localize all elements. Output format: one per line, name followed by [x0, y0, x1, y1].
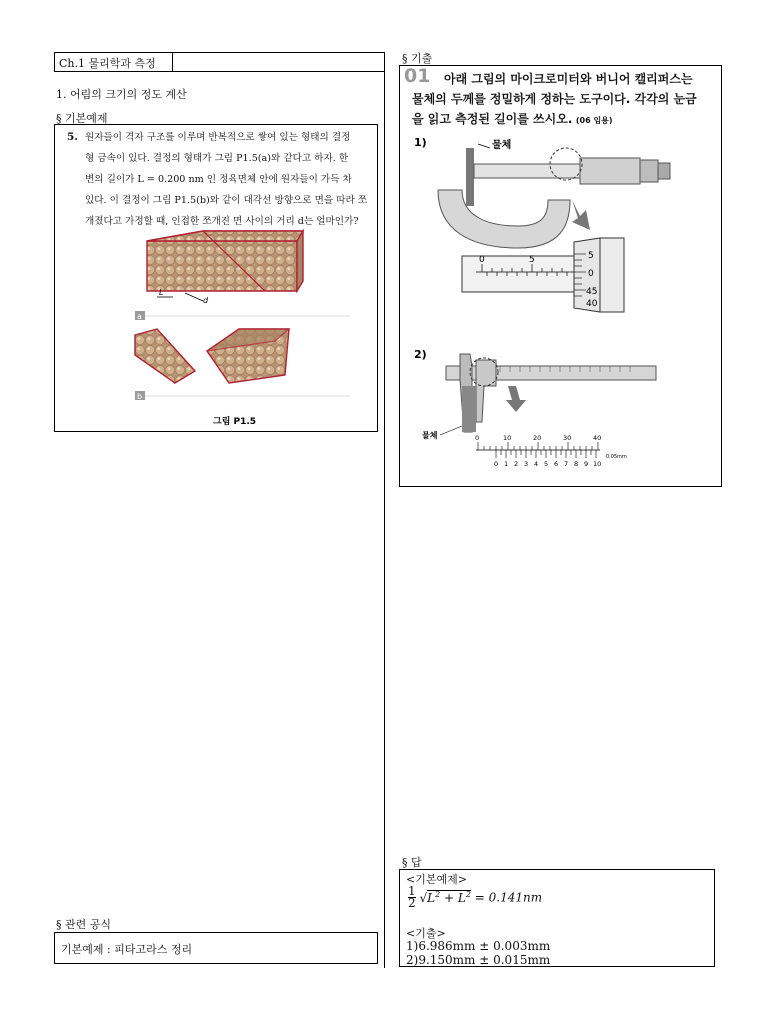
vernier-scale-label: 1	[504, 460, 509, 468]
crystal-a	[147, 231, 303, 291]
source-tag: (06 임용)	[575, 116, 613, 125]
answer-box	[399, 869, 715, 967]
basic-example-label: § 기본예제	[56, 112, 108, 125]
figure-tag-b: b	[137, 392, 143, 401]
exam-box	[399, 65, 722, 487]
sleeve-label: 5	[529, 255, 535, 265]
answer-exam-2: 2)9.150mm ± 0.015mm	[406, 953, 551, 967]
dimension-l-label: L	[159, 288, 164, 297]
chapter-title-box	[54, 52, 173, 72]
thimble-label: 0	[588, 269, 594, 279]
vernier-scale-label: 4	[534, 460, 539, 468]
vernier-scale-label: 10	[593, 460, 602, 468]
figure-caption: 그림 P1.5	[213, 417, 257, 427]
crystal-figure	[115, 225, 355, 430]
question-line-3	[412, 108, 613, 130]
thimble-label: 5	[588, 251, 594, 261]
item1-label: 1)	[414, 136, 427, 149]
thimble-label: 40	[586, 299, 598, 309]
micrometer-frame	[438, 190, 570, 248]
answer-basic-formula	[408, 886, 542, 909]
vernier-unit: 0.05mm	[606, 454, 627, 460]
main-scale-label: 40	[593, 434, 602, 442]
main-scale-label: 30	[563, 434, 572, 442]
answer-basic-header: <기본예제>	[406, 873, 467, 886]
figure-tag-a: a	[137, 312, 142, 321]
chapter-title: Ch.1 물리학과 측정	[59, 57, 156, 70]
vernier-scale-label: 2	[514, 460, 519, 468]
fraction-one-half: $\frac{1}{2}$	[408, 884, 416, 910]
chapter-header-box	[54, 52, 385, 72]
vernier-scale-label: 9	[584, 460, 589, 468]
main-scale-label: 10	[503, 434, 512, 442]
object-block	[466, 148, 474, 206]
sliding-jaw	[476, 360, 496, 422]
answer-exam-header: <기출>	[406, 927, 446, 940]
ratchet	[640, 160, 658, 182]
object-block	[462, 386, 476, 432]
question-number: 01	[404, 65, 431, 87]
problem-line: 변의 길이가 L = 0.200 nm 인 정육면체 안에 원자들이 가득 차	[85, 174, 352, 185]
dimension-d-label: d	[203, 296, 209, 305]
question-line: 물체의 두께를 정밀하게 정하는 도구이다. 각각의 눈금	[412, 92, 697, 106]
main-scale-label: 0	[475, 434, 480, 442]
basic-example-box	[54, 124, 378, 432]
answer-basic-value: = 0.141nm	[474, 890, 543, 905]
micrometer-figure	[400, 130, 722, 318]
related-formula-label: § 관련 공식	[56, 918, 111, 931]
vernier-scale-label: 8	[574, 460, 579, 468]
answer-label: § 답	[402, 856, 422, 869]
crystal-b	[135, 329, 289, 383]
vernier-scale-label: 3	[524, 460, 529, 468]
vernier-figure	[400, 342, 722, 482]
vernier-scale-label: 7	[564, 460, 569, 468]
question-line: 을 읽고 측정된 길이를 쓰시오.	[412, 112, 573, 126]
problem-line: 개졌다고 가정할 때, 인접한 쪼개진 면 사이의 거리 d는 얼마인가?	[85, 216, 359, 227]
problem-line: 형 금속이 있다. 결정의 형태가 그림 P1.5(a)와 같다고 하자. 한	[85, 153, 349, 164]
dimension-line	[185, 293, 203, 301]
sqrt-expression: $√L^2 + L^2$	[419, 890, 471, 905]
main-scale-label: 20	[533, 434, 542, 442]
item2-label: 2)	[414, 348, 427, 361]
vernier-scale-label: 6	[554, 460, 559, 468]
problem-line: 원자들이 격자 구조를 이루며 반복적으로 쌓여 있는 형태의 결정	[85, 132, 351, 143]
related-formula-text: 기본예제 : 피타고라스 정리	[61, 943, 193, 956]
zoom-arrow	[506, 386, 526, 412]
problem-number: 5.	[67, 131, 78, 143]
object-label: 물체	[492, 140, 512, 151]
problem-text	[85, 127, 375, 232]
sleeve-label: 0	[479, 255, 485, 265]
problem-line: 있다. 이 결정이 그림 P1.5(b)와 같이 대각선 방향으로 면을 따라 쪼	[85, 195, 368, 206]
zoom-arrow	[572, 200, 590, 230]
vernier-scale-label: 0	[494, 460, 499, 468]
answer-exam-1: 1)6.986mm ± 0.003mm	[406, 939, 551, 953]
section-title: 1. 어림의 크기의 정도 계산	[56, 88, 187, 101]
related-formula-box	[54, 932, 378, 964]
object-label: 물체	[422, 431, 438, 440]
thimble-label: 45	[586, 287, 598, 297]
column-divider	[384, 52, 385, 968]
thimble	[580, 158, 640, 184]
exam-label: § 기출	[402, 52, 433, 65]
vernier-scale-label: 5	[544, 460, 549, 468]
question-line: 아래 그림의 마이크로미터와 버니어 캘리퍼스는	[444, 72, 693, 86]
